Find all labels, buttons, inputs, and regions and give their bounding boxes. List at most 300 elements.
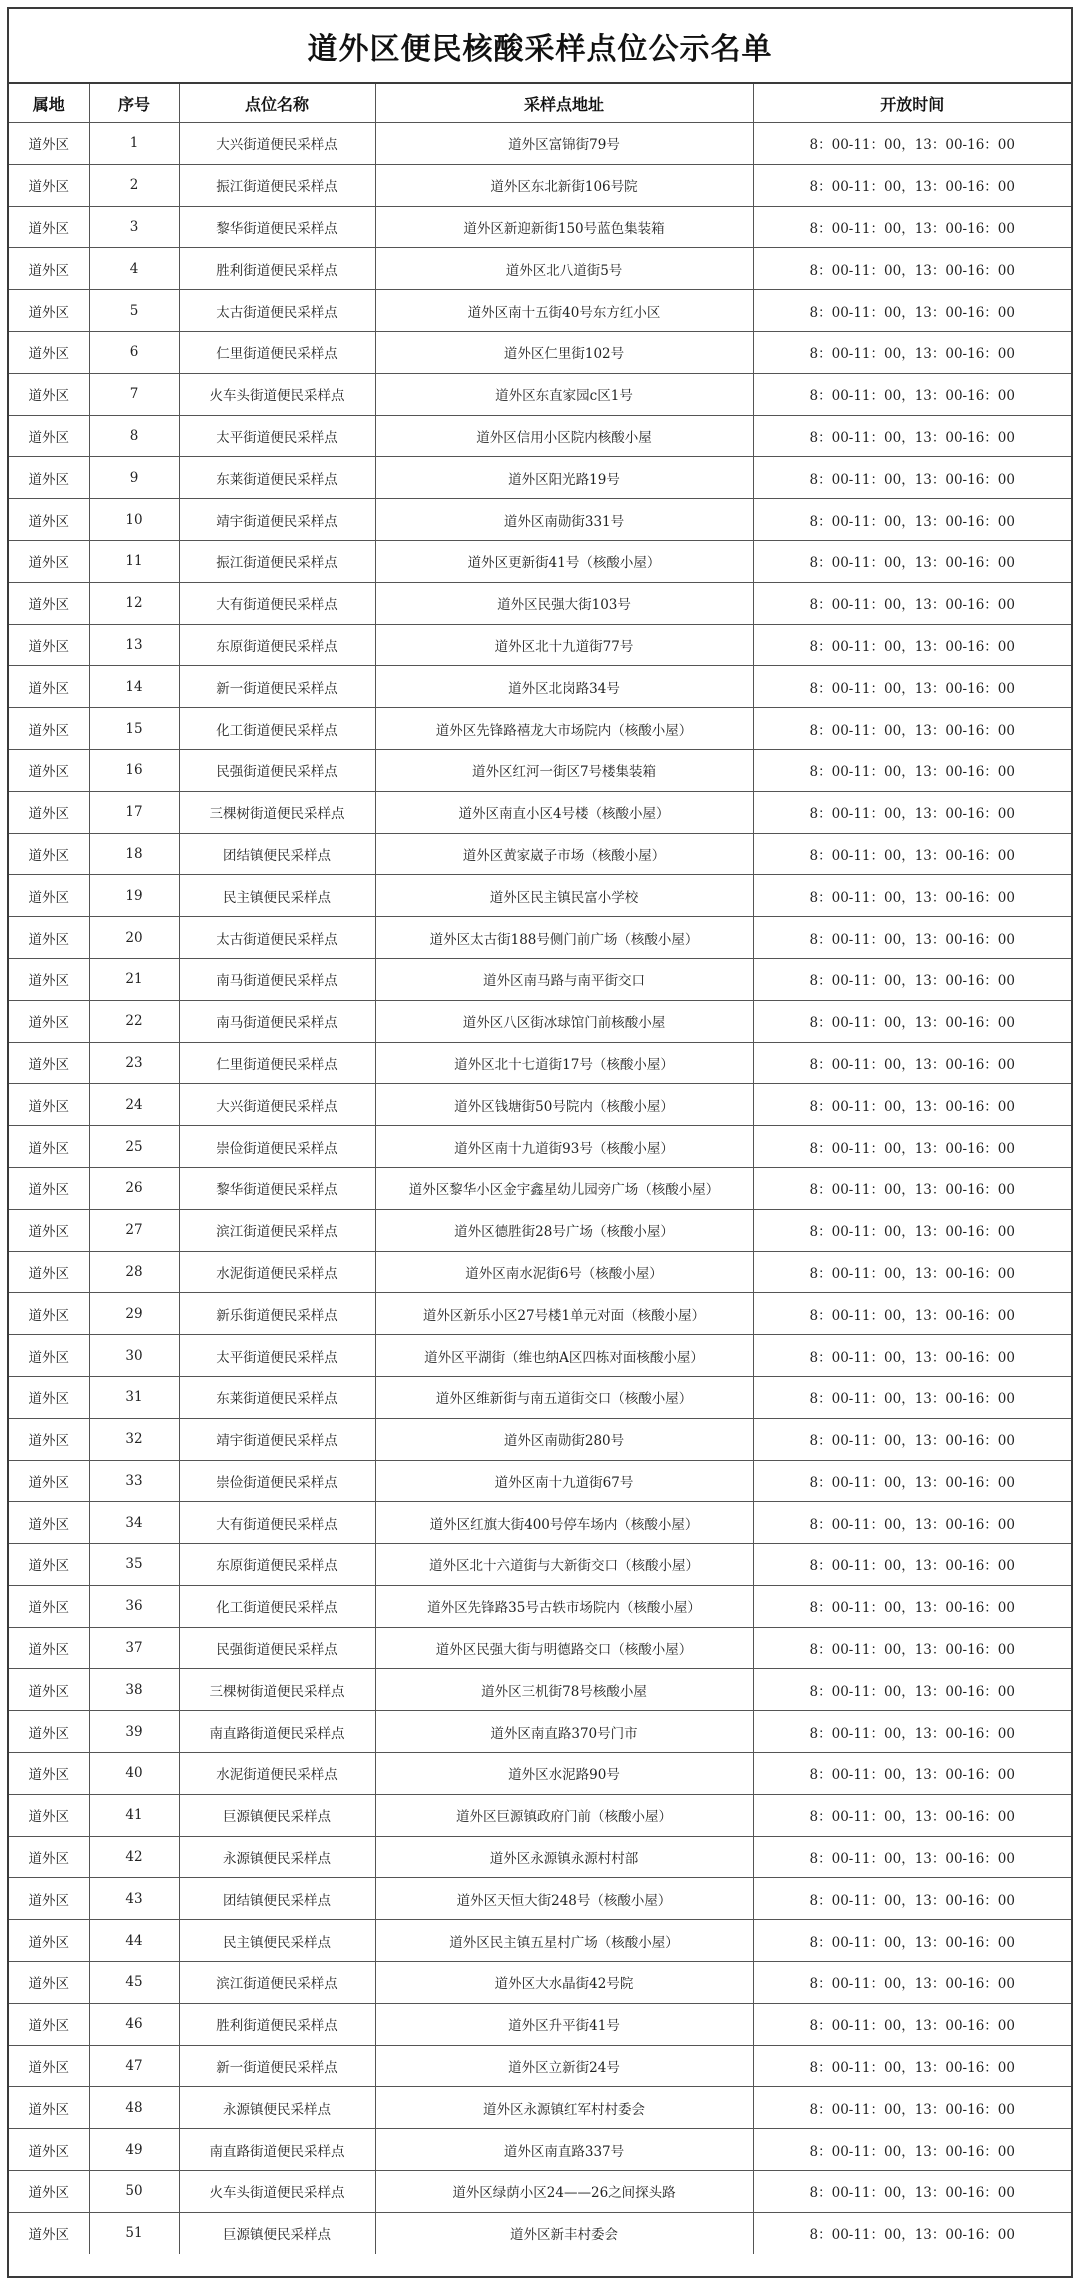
cell-district: 道外区 <box>9 875 89 917</box>
cell-serial-number: 16 <box>89 749 179 791</box>
cell-opening-hours: 8：00-11：00，13：00-16：00 <box>753 1209 1071 1251</box>
cell-site-address: 道外区升平街41号 <box>375 2003 753 2045</box>
cell-district: 道外区 <box>9 1293 89 1335</box>
cell-serial-number: 40 <box>89 1753 179 1795</box>
table-row <box>9 1167 1071 1209</box>
cell-district: 道外区 <box>9 1962 89 2004</box>
cell-site-address: 道外区南十九道街67号 <box>375 1460 753 1502</box>
table-row <box>9 1418 1071 1460</box>
cell-site-address: 道外区南直路370号门市 <box>375 1711 753 1753</box>
table-row <box>9 1084 1071 1126</box>
cell-site-address: 道外区红河一街区7号楼集装箱 <box>375 749 753 791</box>
cell-site-name: 太古街道便民采样点 <box>179 290 375 332</box>
cell-opening-hours: 8：00-11：00，13：00-16：00 <box>753 1042 1071 1084</box>
cell-site-name: 东莱街道便民采样点 <box>179 457 375 499</box>
cell-site-name: 三棵树街道便民采样点 <box>179 1669 375 1711</box>
cell-opening-hours: 8：00-11：00，13：00-16：00 <box>753 2129 1071 2171</box>
table-row <box>9 457 1071 499</box>
cell-district: 道外区 <box>9 666 89 708</box>
header-site-name: 点位名称 <box>179 84 375 123</box>
cell-opening-hours: 8：00-11：00，13：00-16：00 <box>753 1502 1071 1544</box>
cell-site-name: 滨江街道便民采样点 <box>179 1962 375 2004</box>
header-row <box>9 84 1071 123</box>
table-row <box>9 1000 1071 1042</box>
cell-serial-number: 22 <box>89 1000 179 1042</box>
cell-district: 道外区 <box>9 958 89 1000</box>
cell-opening-hours: 8：00-11：00，13：00-16：00 <box>753 833 1071 875</box>
cell-serial-number: 18 <box>89 833 179 875</box>
cell-opening-hours: 8：00-11：00，13：00-16：00 <box>753 540 1071 582</box>
table-row <box>9 2045 1071 2087</box>
cell-serial-number: 36 <box>89 1585 179 1627</box>
cell-opening-hours: 8：00-11：00，13：00-16：00 <box>753 624 1071 666</box>
cell-site-name: 胜利街道便民采样点 <box>179 248 375 290</box>
cell-site-name: 崇俭街道便民采样点 <box>179 1126 375 1168</box>
cell-site-name: 巨源镇便民采样点 <box>179 2212 375 2253</box>
cell-opening-hours: 8：00-11：00，13：00-16：00 <box>753 290 1071 332</box>
cell-site-address: 道外区民强大街103号 <box>375 582 753 624</box>
cell-site-address: 道外区南十五街40号东方红小区 <box>375 290 753 332</box>
cell-opening-hours: 8：00-11：00，13：00-16：00 <box>753 206 1071 248</box>
table-row <box>9 875 1071 917</box>
cell-site-name: 民强街道便民采样点 <box>179 1627 375 1669</box>
cell-opening-hours: 8：00-11：00，13：00-16：00 <box>753 791 1071 833</box>
cell-site-name: 民强街道便民采样点 <box>179 749 375 791</box>
table-row <box>9 2087 1071 2129</box>
cell-serial-number: 35 <box>89 1544 179 1586</box>
cell-district: 道外区 <box>9 1711 89 1753</box>
cell-serial-number: 13 <box>89 624 179 666</box>
cell-opening-hours: 8：00-11：00，13：00-16：00 <box>753 1000 1071 1042</box>
cell-district: 道外区 <box>9 290 89 332</box>
table-row <box>9 123 1071 165</box>
cell-opening-hours: 8：00-11：00，13：00-16：00 <box>753 1962 1071 2004</box>
cell-site-address: 道外区更新街41号（核酸小屋） <box>375 540 753 582</box>
cell-serial-number: 51 <box>89 2212 179 2253</box>
cell-opening-hours: 8：00-11：00，13：00-16：00 <box>753 666 1071 708</box>
cell-opening-hours: 8：00-11：00，13：00-16：00 <box>753 248 1071 290</box>
table-row <box>9 1836 1071 1878</box>
table-row <box>9 791 1071 833</box>
cell-site-name: 三棵树街道便民采样点 <box>179 791 375 833</box>
cell-district: 道外区 <box>9 1794 89 1836</box>
table-row <box>9 1878 1071 1920</box>
cell-site-name: 大有街道便民采样点 <box>179 1502 375 1544</box>
table-row <box>9 958 1071 1000</box>
cell-opening-hours: 8：00-11：00，13：00-16：00 <box>753 1920 1071 1962</box>
cell-district: 道外区 <box>9 2212 89 2253</box>
cell-site-address: 道外区南马路与南平街交口 <box>375 958 753 1000</box>
cell-district: 道外区 <box>9 1042 89 1084</box>
cell-serial-number: 9 <box>89 457 179 499</box>
cell-serial-number: 11 <box>89 540 179 582</box>
cell-district: 道外区 <box>9 1878 89 1920</box>
cell-site-address: 道外区民主镇五星村广场（核酸小屋） <box>375 1920 753 1962</box>
cell-district: 道外区 <box>9 1167 89 1209</box>
cell-serial-number: 30 <box>89 1335 179 1377</box>
cell-site-address: 道外区南十九道街93号（核酸小屋） <box>375 1126 753 1168</box>
cell-site-name: 东莱街道便民采样点 <box>179 1376 375 1418</box>
cell-site-address: 道外区北十六道街与大新街交口（核酸小屋） <box>375 1544 753 1586</box>
cell-opening-hours: 8：00-11：00，13：00-16：00 <box>753 582 1071 624</box>
cell-site-address: 道外区南直路337号 <box>375 2129 753 2171</box>
cell-district: 道外区 <box>9 1920 89 1962</box>
cell-opening-hours: 8：00-11：00，13：00-16：00 <box>753 2003 1071 2045</box>
cell-opening-hours: 8：00-11：00，13：00-16：00 <box>753 457 1071 499</box>
cell-serial-number: 31 <box>89 1376 179 1418</box>
cell-site-address: 道外区东直家园c区1号 <box>375 373 753 415</box>
table-row <box>9 2171 1071 2213</box>
table-row <box>9 415 1071 457</box>
cell-opening-hours: 8：00-11：00，13：00-16：00 <box>753 1627 1071 1669</box>
cell-serial-number: 32 <box>89 1418 179 1460</box>
cell-site-name: 胜利街道便民采样点 <box>179 2003 375 2045</box>
cell-district: 道外区 <box>9 1126 89 1168</box>
cell-district: 道外区 <box>9 1251 89 1293</box>
table-row <box>9 1209 1071 1251</box>
cell-site-name: 黎华街道便民采样点 <box>179 1167 375 1209</box>
cell-site-address: 道外区先锋路禧龙大市场院内（核酸小屋） <box>375 708 753 750</box>
table-row <box>9 1335 1071 1377</box>
cell-serial-number: 17 <box>89 791 179 833</box>
cell-site-name: 永源镇便民采样点 <box>179 1836 375 1878</box>
cell-site-address: 道外区立新街24号 <box>375 2045 753 2087</box>
cell-district: 道外区 <box>9 499 89 541</box>
cell-district: 道外区 <box>9 2003 89 2045</box>
cell-serial-number: 3 <box>89 206 179 248</box>
cell-site-name: 大兴街道便民采样点 <box>179 123 375 165</box>
cell-serial-number: 26 <box>89 1167 179 1209</box>
table-row <box>9 749 1071 791</box>
cell-district: 道外区 <box>9 2171 89 2213</box>
cell-serial-number: 39 <box>89 1711 179 1753</box>
cell-site-address: 道外区信用小区院内核酸小屋 <box>375 415 753 457</box>
cell-serial-number: 37 <box>89 1627 179 1669</box>
cell-site-address: 道外区南水泥街6号（核酸小屋） <box>375 1251 753 1293</box>
cell-site-address: 道外区红旗大街400号停车场内（核酸小屋） <box>375 1502 753 1544</box>
cell-site-address: 道外区北十七道街17号（核酸小屋） <box>375 1042 753 1084</box>
cell-site-address: 道外区钱塘街50号院内（核酸小屋） <box>375 1084 753 1126</box>
cell-serial-number: 8 <box>89 415 179 457</box>
cell-opening-hours: 8：00-11：00，13：00-16：00 <box>753 708 1071 750</box>
cell-site-address: 道外区新迎新街150号蓝色集装箱 <box>375 206 753 248</box>
cell-district: 道外区 <box>9 457 89 499</box>
table-row <box>9 499 1071 541</box>
cell-site-name: 南马街道便民采样点 <box>179 1000 375 1042</box>
cell-serial-number: 23 <box>89 1042 179 1084</box>
cell-site-name: 崇俭街道便民采样点 <box>179 1460 375 1502</box>
cell-site-address: 道外区平湖街（维也纳A区四栋对面核酸小屋） <box>375 1335 753 1377</box>
header-serial-number: 序号 <box>89 84 179 123</box>
cell-opening-hours: 8：00-11：00，13：00-16：00 <box>753 1878 1071 1920</box>
cell-site-name: 东原街道便民采样点 <box>179 624 375 666</box>
cell-serial-number: 10 <box>89 499 179 541</box>
table-row <box>9 1920 1071 1962</box>
cell-site-name: 水泥街道便民采样点 <box>179 1251 375 1293</box>
table-row <box>9 1669 1071 1711</box>
cell-site-address: 道外区维新街与南五道街交口（核酸小屋） <box>375 1376 753 1418</box>
cell-opening-hours: 8：00-11：00，13：00-16：00 <box>753 123 1071 165</box>
cell-district: 道外区 <box>9 1669 89 1711</box>
cell-serial-number: 20 <box>89 917 179 959</box>
cell-opening-hours: 8：00-11：00，13：00-16：00 <box>753 2087 1071 2129</box>
cell-serial-number: 34 <box>89 1502 179 1544</box>
cell-site-name: 化工街道便民采样点 <box>179 708 375 750</box>
table-row <box>9 1042 1071 1084</box>
table-header <box>9 84 1071 123</box>
cell-district: 道外区 <box>9 123 89 165</box>
cell-serial-number: 21 <box>89 958 179 1000</box>
cell-site-name: 黎华街道便民采样点 <box>179 206 375 248</box>
cell-opening-hours: 8：00-11：00，13：00-16：00 <box>753 373 1071 415</box>
cell-serial-number: 49 <box>89 2129 179 2171</box>
cell-site-name: 永源镇便民采样点 <box>179 2087 375 2129</box>
cell-serial-number: 5 <box>89 290 179 332</box>
cell-district: 道外区 <box>9 1460 89 1502</box>
table-row <box>9 624 1071 666</box>
sampling-sites-table <box>9 84 1071 2254</box>
cell-site-address: 道外区先锋路35号古轶市场院内（核酸小屋） <box>375 1585 753 1627</box>
table-row <box>9 1962 1071 2004</box>
cell-district: 道外区 <box>9 2129 89 2171</box>
cell-serial-number: 42 <box>89 1836 179 1878</box>
cell-serial-number: 44 <box>89 1920 179 1962</box>
table-row <box>9 708 1071 750</box>
cell-serial-number: 14 <box>89 666 179 708</box>
cell-site-name: 团结镇便民采样点 <box>179 1878 375 1920</box>
cell-serial-number: 25 <box>89 1126 179 1168</box>
cell-site-name: 太平街道便民采样点 <box>179 415 375 457</box>
cell-district: 道外区 <box>9 1084 89 1126</box>
cell-serial-number: 2 <box>89 164 179 206</box>
cell-district: 道外区 <box>9 2045 89 2087</box>
cell-serial-number: 43 <box>89 1878 179 1920</box>
cell-site-name: 太平街道便民采样点 <box>179 1335 375 1377</box>
cell-site-name: 团结镇便民采样点 <box>179 833 375 875</box>
cell-district: 道外区 <box>9 248 89 290</box>
cell-site-name: 仁里街道便民采样点 <box>179 1042 375 1084</box>
cell-opening-hours: 8：00-11：00，13：00-16：00 <box>753 1669 1071 1711</box>
cell-district: 道外区 <box>9 331 89 373</box>
cell-district: 道外区 <box>9 1418 89 1460</box>
header-district: 属地 <box>9 84 89 123</box>
cell-site-name: 南直路街道便民采样点 <box>179 1711 375 1753</box>
header-opening-hours: 开放时间 <box>753 84 1071 123</box>
cell-site-name: 新一街道便民采样点 <box>179 666 375 708</box>
cell-opening-hours: 8：00-11：00，13：00-16：00 <box>753 1544 1071 1586</box>
title-bar <box>9 9 1071 84</box>
cell-district: 道外区 <box>9 1585 89 1627</box>
sampling-sites-sheet <box>7 7 1073 2278</box>
cell-site-address: 道外区仁里街102号 <box>375 331 753 373</box>
cell-site-address: 道外区八区街冰球馆门前核酸小屋 <box>375 1000 753 1042</box>
cell-district: 道外区 <box>9 791 89 833</box>
cell-district: 道外区 <box>9 415 89 457</box>
cell-serial-number: 48 <box>89 2087 179 2129</box>
cell-opening-hours: 8：00-11：00，13：00-16：00 <box>753 917 1071 959</box>
cell-district: 道外区 <box>9 708 89 750</box>
cell-district: 道外区 <box>9 624 89 666</box>
cell-district: 道外区 <box>9 1376 89 1418</box>
table-row <box>9 164 1071 206</box>
cell-site-name: 火车头街道便民采样点 <box>179 373 375 415</box>
cell-district: 道外区 <box>9 2087 89 2129</box>
cell-site-name: 东原街道便民采样点 <box>179 1544 375 1586</box>
cell-site-address: 道外区黄家崴子市场（核酸小屋） <box>375 833 753 875</box>
cell-serial-number: 12 <box>89 582 179 624</box>
cell-site-address: 道外区民强大街与明德路交口（核酸小屋） <box>375 1627 753 1669</box>
cell-site-name: 南直路街道便民采样点 <box>179 2129 375 2171</box>
table-row <box>9 1251 1071 1293</box>
table-row <box>9 1460 1071 1502</box>
table-row <box>9 540 1071 582</box>
cell-district: 道外区 <box>9 373 89 415</box>
cell-site-name: 振江街道便民采样点 <box>179 540 375 582</box>
table-row <box>9 248 1071 290</box>
cell-serial-number: 7 <box>89 373 179 415</box>
cell-opening-hours: 8：00-11：00，13：00-16：00 <box>753 958 1071 1000</box>
cell-district: 道外区 <box>9 206 89 248</box>
cell-site-name: 靖宇街道便民采样点 <box>179 1418 375 1460</box>
cell-site-address: 道外区北十九道街77号 <box>375 624 753 666</box>
cell-serial-number: 46 <box>89 2003 179 2045</box>
cell-site-address: 道外区阳光路19号 <box>375 457 753 499</box>
cell-opening-hours: 8：00-11：00，13：00-16：00 <box>753 1753 1071 1795</box>
cell-site-address: 道外区南勋街331号 <box>375 499 753 541</box>
cell-district: 道外区 <box>9 1502 89 1544</box>
table-row <box>9 666 1071 708</box>
cell-opening-hours: 8：00-11：00，13：00-16：00 <box>753 1794 1071 1836</box>
cell-site-address: 道外区德胜街28号广场（核酸小屋） <box>375 1209 753 1251</box>
cell-site-name: 大有街道便民采样点 <box>179 582 375 624</box>
cell-site-address: 道外区北岗路34号 <box>375 666 753 708</box>
cell-site-name: 新乐街道便民采样点 <box>179 1293 375 1335</box>
cell-opening-hours: 8：00-11：00，13：00-16：00 <box>753 2171 1071 2213</box>
page-title: 道外区便民核酸采样点位公示名单 <box>307 31 773 67</box>
cell-site-name: 靖宇街道便民采样点 <box>179 499 375 541</box>
cell-site-address: 道外区永源镇永源村村部 <box>375 1836 753 1878</box>
cell-site-address: 道外区黎华小区金宇鑫星幼儿园旁广场（核酸小屋） <box>375 1167 753 1209</box>
table-row <box>9 206 1071 248</box>
table-row <box>9 1794 1071 1836</box>
cell-opening-hours: 8：00-11：00，13：00-16：00 <box>753 875 1071 917</box>
cell-district: 道外区 <box>9 1544 89 1586</box>
cell-site-address: 道外区水泥路90号 <box>375 1753 753 1795</box>
cell-opening-hours: 8：00-11：00，13：00-16：00 <box>753 2045 1071 2087</box>
cell-site-address: 道外区太古街188号侧门前广场（核酸小屋） <box>375 917 753 959</box>
cell-opening-hours: 8：00-11：00，13：00-16：00 <box>753 1836 1071 1878</box>
cell-site-name: 仁里街道便民采样点 <box>179 331 375 373</box>
cell-serial-number: 45 <box>89 1962 179 2004</box>
cell-opening-hours: 8：00-11：00，13：00-16：00 <box>753 415 1071 457</box>
cell-site-name: 民主镇便民采样点 <box>179 875 375 917</box>
cell-opening-hours: 8：00-11：00，13：00-16：00 <box>753 1418 1071 1460</box>
table-row <box>9 582 1071 624</box>
cell-site-address: 道外区天恒大街248号（核酸小屋） <box>375 1878 753 1920</box>
table-row <box>9 1376 1071 1418</box>
cell-site-name: 火车头街道便民采样点 <box>179 2171 375 2213</box>
cell-serial-number: 27 <box>89 1209 179 1251</box>
cell-opening-hours: 8：00-11：00，13：00-16：00 <box>753 1585 1071 1627</box>
cell-site-name: 新一街道便民采样点 <box>179 2045 375 2087</box>
cell-serial-number: 33 <box>89 1460 179 1502</box>
cell-opening-hours: 8：00-11：00，13：00-16：00 <box>753 749 1071 791</box>
cell-district: 道外区 <box>9 1627 89 1669</box>
cell-site-name: 民主镇便民采样点 <box>179 1920 375 1962</box>
cell-opening-hours: 8：00-11：00，13：00-16：00 <box>753 1335 1071 1377</box>
cell-district: 道外区 <box>9 1836 89 1878</box>
cell-district: 道外区 <box>9 1209 89 1251</box>
cell-site-address: 道外区新乐小区27号楼1单元对面（核酸小屋） <box>375 1293 753 1335</box>
table-row <box>9 2212 1071 2253</box>
cell-district: 道外区 <box>9 833 89 875</box>
cell-site-name: 太古街道便民采样点 <box>179 917 375 959</box>
cell-site-address: 道外区南直小区4号楼（核酸小屋） <box>375 791 753 833</box>
cell-opening-hours: 8：00-11：00，13：00-16：00 <box>753 1126 1071 1168</box>
cell-serial-number: 4 <box>89 248 179 290</box>
cell-site-address: 道外区北八道街5号 <box>375 248 753 290</box>
cell-serial-number: 19 <box>89 875 179 917</box>
table-row <box>9 1544 1071 1586</box>
table-row <box>9 833 1071 875</box>
cell-district: 道外区 <box>9 917 89 959</box>
cell-serial-number: 1 <box>89 123 179 165</box>
table-row <box>9 1293 1071 1335</box>
cell-district: 道外区 <box>9 1335 89 1377</box>
cell-opening-hours: 8：00-11：00，13：00-16：00 <box>753 1293 1071 1335</box>
cell-district: 道外区 <box>9 1753 89 1795</box>
cell-opening-hours: 8：00-11：00，13：00-16：00 <box>753 499 1071 541</box>
cell-site-name: 振江街道便民采样点 <box>179 164 375 206</box>
cell-serial-number: 38 <box>89 1669 179 1711</box>
cell-opening-hours: 8：00-11：00，13：00-16：00 <box>753 1167 1071 1209</box>
table-row <box>9 2129 1071 2171</box>
cell-district: 道外区 <box>9 749 89 791</box>
cell-site-address: 道外区富锦街79号 <box>375 123 753 165</box>
cell-opening-hours: 8：00-11：00，13：00-16：00 <box>753 1460 1071 1502</box>
cell-site-address: 道外区民主镇民富小学校 <box>375 875 753 917</box>
cell-serial-number: 15 <box>89 708 179 750</box>
table-row <box>9 290 1071 332</box>
cell-site-name: 滨江街道便民采样点 <box>179 1209 375 1251</box>
header-site-address: 采样点地址 <box>375 84 753 123</box>
cell-site-address: 道外区绿荫小区24——26之间探头路 <box>375 2171 753 2213</box>
cell-serial-number: 41 <box>89 1794 179 1836</box>
cell-site-address: 道外区新丰村委会 <box>375 2212 753 2253</box>
cell-opening-hours: 8：00-11：00，13：00-16：00 <box>753 1084 1071 1126</box>
table-row <box>9 1711 1071 1753</box>
cell-district: 道外区 <box>9 164 89 206</box>
cell-site-address: 道外区三机街78号核酸小屋 <box>375 1669 753 1711</box>
cell-district: 道外区 <box>9 582 89 624</box>
cell-district: 道外区 <box>9 1000 89 1042</box>
cell-opening-hours: 8：00-11：00，13：00-16：00 <box>753 1251 1071 1293</box>
table-row <box>9 2003 1071 2045</box>
cell-serial-number: 28 <box>89 1251 179 1293</box>
cell-site-name: 水泥街道便民采样点 <box>179 1753 375 1795</box>
cell-site-name: 大兴街道便民采样点 <box>179 1084 375 1126</box>
cell-site-name: 巨源镇便民采样点 <box>179 1794 375 1836</box>
cell-serial-number: 50 <box>89 2171 179 2213</box>
cell-site-address: 道外区大水晶街42号院 <box>375 1962 753 2004</box>
cell-serial-number: 6 <box>89 331 179 373</box>
cell-site-address: 道外区东北新街106号院 <box>375 164 753 206</box>
table-row <box>9 1753 1071 1795</box>
table-row <box>9 1126 1071 1168</box>
cell-site-name: 南马街道便民采样点 <box>179 958 375 1000</box>
table-row <box>9 1502 1071 1544</box>
cell-serial-number: 47 <box>89 2045 179 2087</box>
